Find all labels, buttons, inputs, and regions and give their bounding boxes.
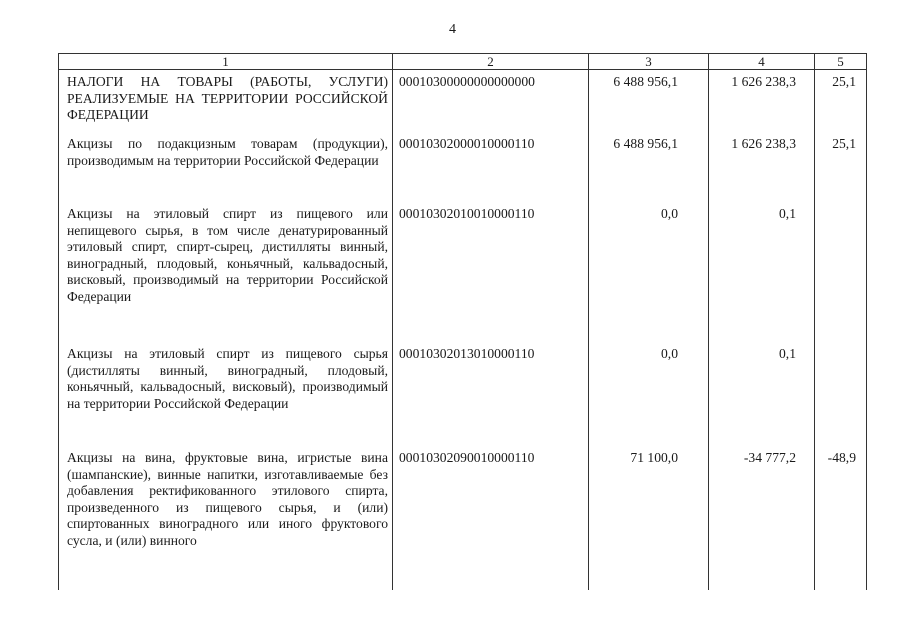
row-value-4: 1 626 238,3 bbox=[709, 70, 815, 137]
header-col-3: 3 bbox=[589, 54, 709, 70]
row-code: 00010302000010000110 bbox=[393, 136, 589, 206]
table-header bbox=[59, 54, 867, 70]
table-row bbox=[59, 70, 867, 137]
table-row bbox=[59, 346, 867, 450]
row-value-3: 71 100,0 bbox=[589, 450, 709, 590]
table-row bbox=[59, 450, 867, 590]
budget-table bbox=[58, 53, 867, 590]
row-code: 00010302013010000110 bbox=[393, 346, 589, 450]
row-value-3: 6 488 956,1 bbox=[589, 70, 709, 137]
row-value-5: -48,9 bbox=[815, 450, 867, 590]
header-col-1: 1 bbox=[59, 54, 393, 70]
row-code: 00010302090010000110 bbox=[393, 450, 589, 590]
table-row bbox=[59, 136, 867, 206]
row-value-5 bbox=[815, 206, 867, 346]
header-col-5: 5 bbox=[815, 54, 867, 70]
header-row bbox=[59, 54, 867, 70]
row-name: Акцизы на этиловый спирт из пищевого или непищевого сырья, в том числе денатурированный этиловый спирт, спирт-сырец, дистилляты винный, виноградный, плодовый, коньячный, кальвадосный, висковый, производимый на территории Российской Федерации bbox=[59, 206, 393, 346]
row-value-5: 25,1 bbox=[815, 136, 867, 206]
row-value-3: 6 488 956,1 bbox=[589, 136, 709, 206]
page-number: 4 bbox=[449, 22, 456, 37]
row-name: Акцизы на вина, фруктовые вина, игристые вина (шампанские), винные напитки, изготавливаемые без добавления ректификованного этилового спирта, произведенного из пищевого сырья, и (или) спиртованных виноградного или иного фруктового сусла, и (или) винного bbox=[59, 450, 393, 590]
row-value-3: 0,0 bbox=[589, 346, 709, 450]
table-body bbox=[59, 70, 867, 591]
row-code: 00010300000000000000 bbox=[393, 70, 589, 137]
row-name: Акцизы по подакцизным товарам (продукции), производимым на территории Российской Федерации bbox=[59, 136, 393, 206]
row-value-3: 0,0 bbox=[589, 206, 709, 346]
row-name: Акцизы на этиловый спирт из пищевого сырья (дистилляты винный, виноградный, плодовый, коньячный, кальвадосный, висковый), производимый на территории Российской Федерации bbox=[59, 346, 393, 450]
row-name: НАЛОГИ НА ТОВАРЫ (РАБОТЫ, УСЛУГИ) РЕАЛИЗУЕМЫЕ НА ТЕРРИТОРИИ РОССИЙСКОЙ ФЕДЕРАЦИИ bbox=[59, 70, 393, 137]
row-value-4: 1 626 238,3 bbox=[709, 136, 815, 206]
row-value-4: 0,1 bbox=[709, 206, 815, 346]
header-col-2: 2 bbox=[393, 54, 589, 70]
table-row bbox=[59, 206, 867, 346]
row-value-5: 25,1 bbox=[815, 70, 867, 137]
row-code: 00010302010010000110 bbox=[393, 206, 589, 346]
row-value-4: 0,1 bbox=[709, 346, 815, 450]
row-value-4: -34 777,2 bbox=[709, 450, 815, 590]
header-col-4: 4 bbox=[709, 54, 815, 70]
row-value-5 bbox=[815, 346, 867, 450]
